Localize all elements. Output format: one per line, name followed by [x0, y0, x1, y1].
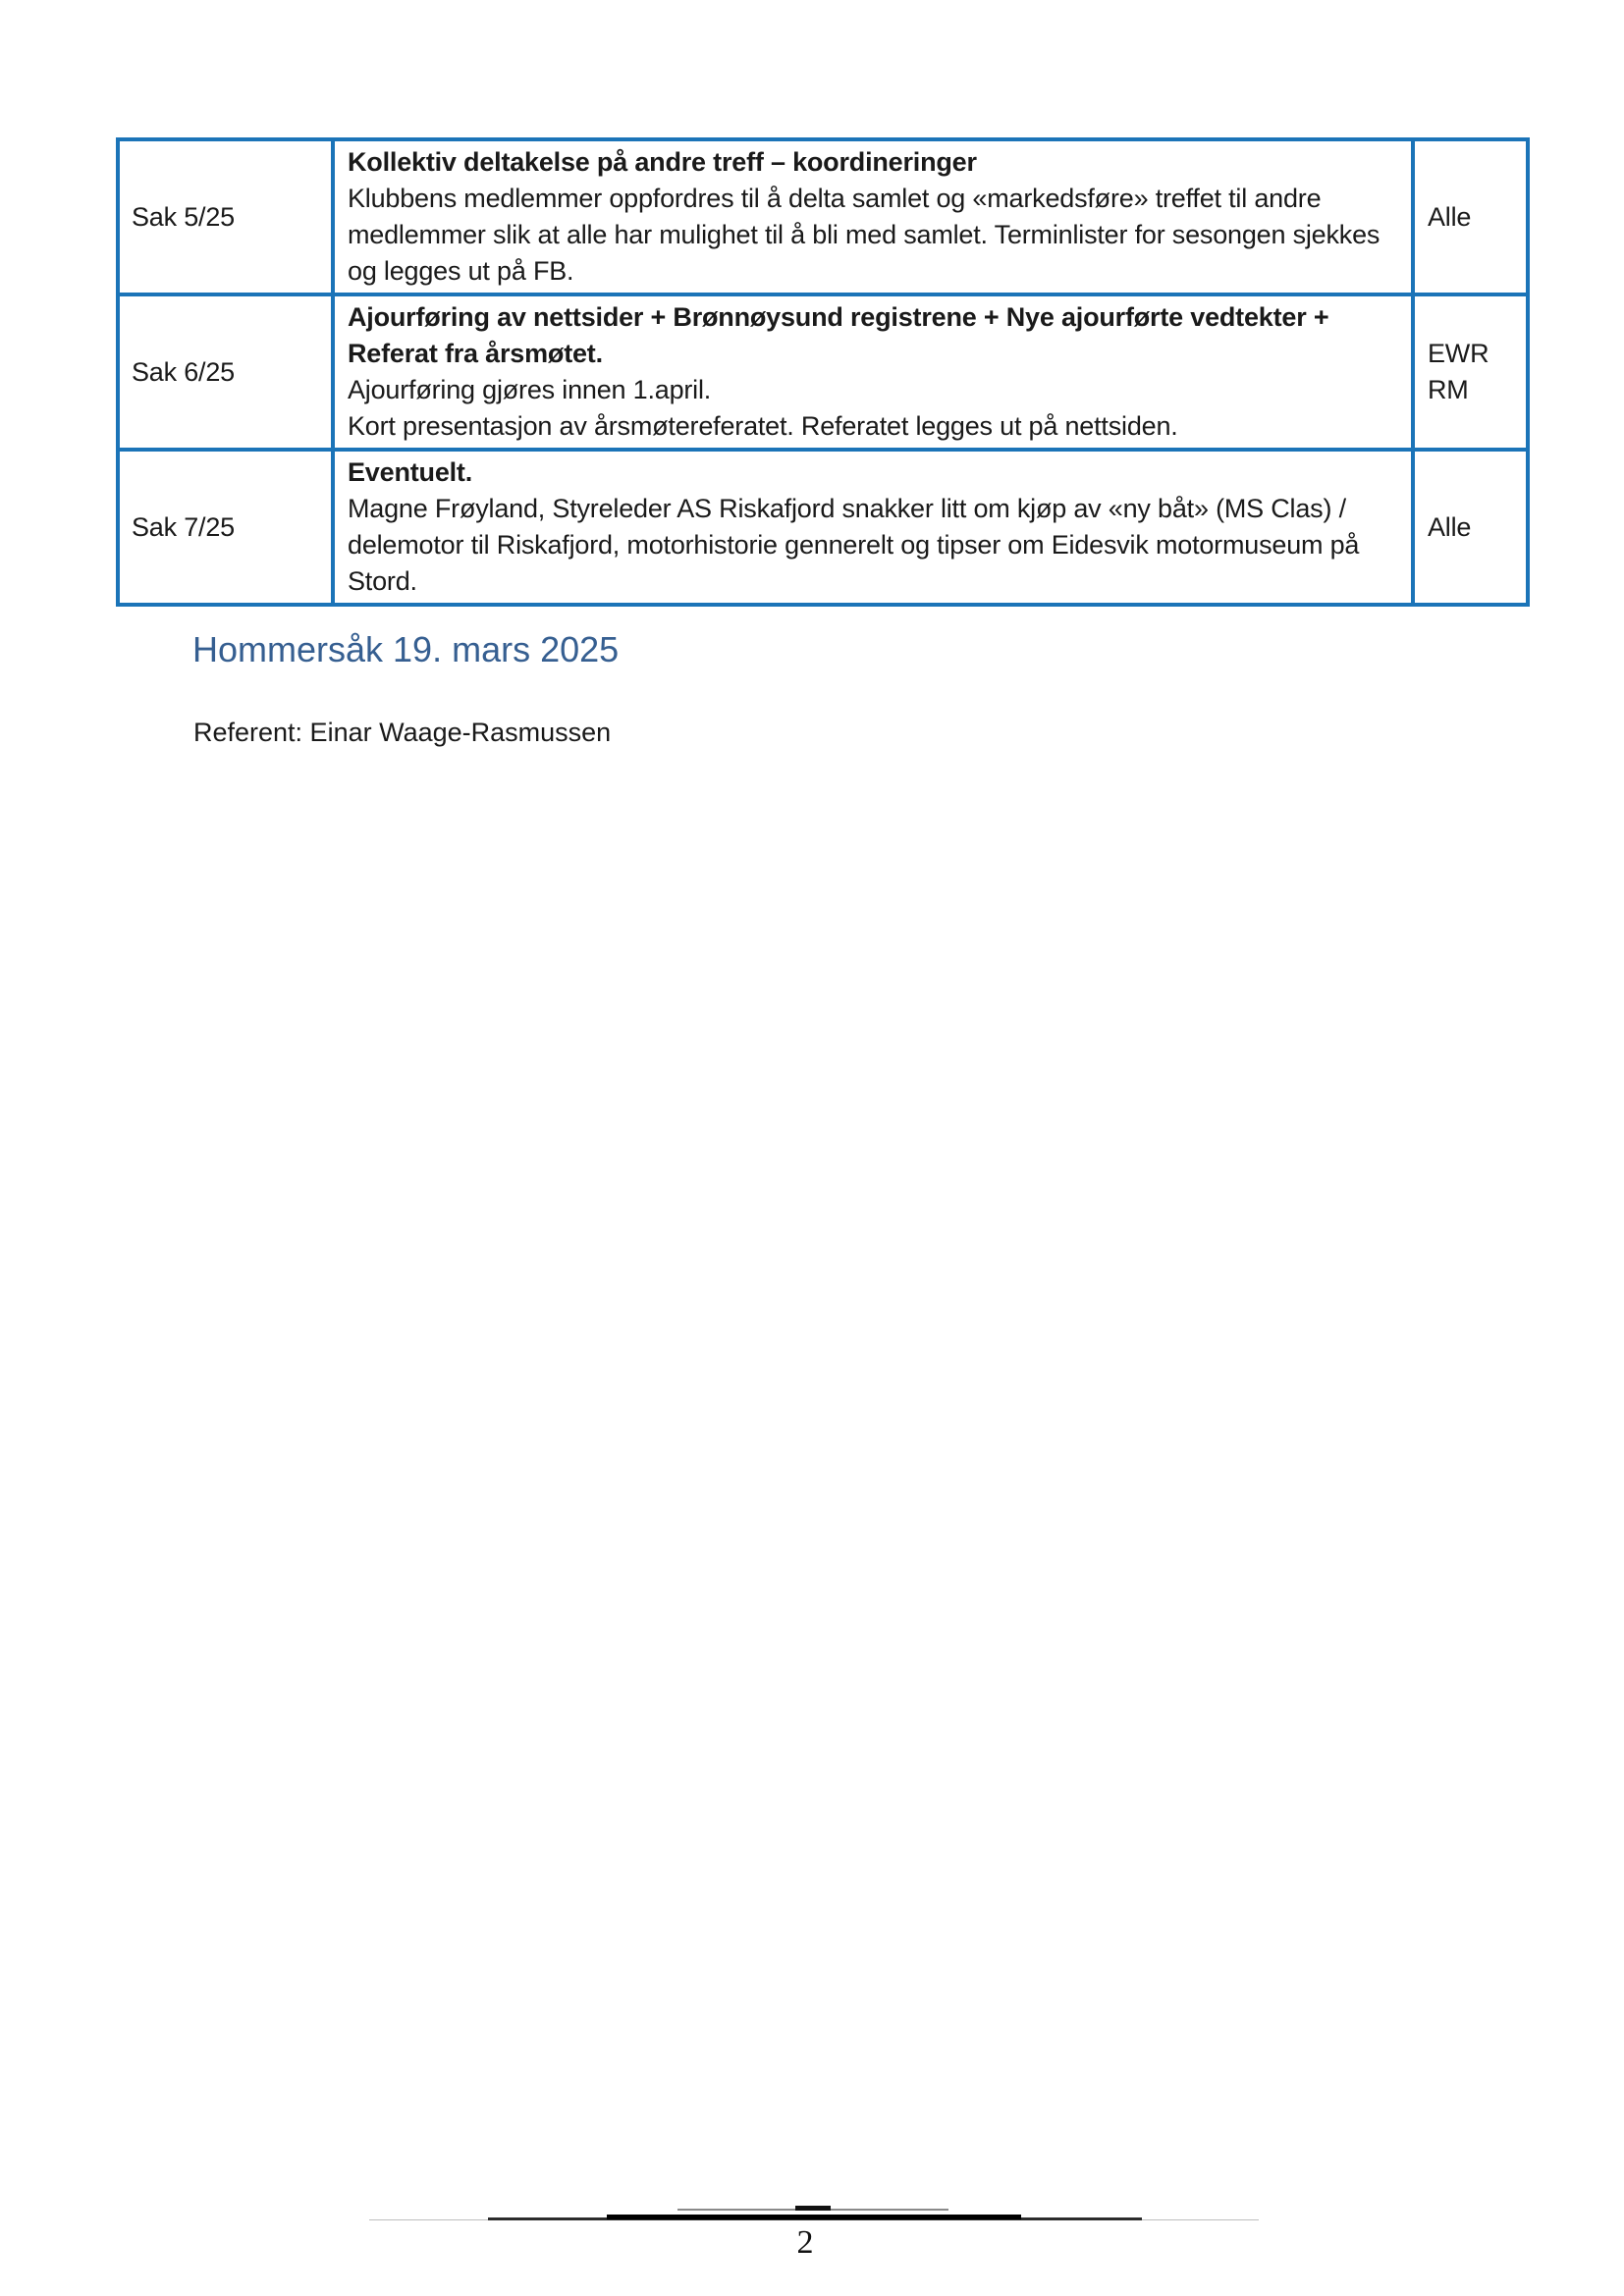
case-paragraph: Klubbens medlemmer oppfordres til å delta samlet og «markedsføre» treffet til andre medlemmer slik at alle har mulighet til å bli med samlet. Terminlister for sesongen sjekkes og legges ut på FB.: [348, 184, 1380, 286]
case-id: Sak 7/25: [118, 450, 333, 605]
case-title: Ajourføring av nettsider + Brønnøysund registrene + Nye ajourførte vedtekter + Referat fra årsmøtet.: [348, 302, 1329, 368]
table-row: [118, 450, 1528, 605]
footer-rule-dash: [795, 2206, 831, 2211]
case-paragraph: Kort presentasjon av årsmøtereferatet. Referatet legges ut på nettsiden.: [348, 411, 1178, 441]
case-table: [116, 137, 1530, 607]
case-responsible: [1413, 294, 1528, 450]
case-content: [333, 450, 1413, 605]
footer-rule-thick: [607, 2215, 1021, 2219]
case-title: Kollektiv deltakelse på andre treff – koordineringer: [348, 147, 977, 177]
responsible-line: Alle: [1428, 201, 1472, 232]
responsible-line: RM: [1428, 375, 1469, 404]
case-content: [333, 139, 1413, 294]
responsible-line: EWR: [1428, 339, 1489, 368]
closing-date-heading: Hommersåk 19. mars 2025: [192, 629, 620, 669]
case-responsible: [1413, 450, 1528, 605]
case-id: Sak 5/25: [118, 139, 333, 294]
table-row: [118, 139, 1528, 294]
referent-line: Referent: Einar Waage-Rasmussen: [193, 718, 612, 747]
case-title: Eventuelt.: [348, 457, 473, 487]
page-number: 2: [796, 2224, 814, 2261]
case-paragraph: Magne Frøyland, Styreleder AS Riskafjord snakker litt om kjøp av «ny båt» (MS Clas) / delemotor til Riskafjord, motorhistorie gennerelt og tipser om Eidesvik motormuseum på Stord.: [348, 494, 1360, 596]
case-responsible: [1413, 139, 1528, 294]
table-row: [118, 294, 1528, 450]
case-content: [333, 294, 1413, 450]
case-paragraph: Ajourføring gjøres innen 1.april.: [348, 375, 712, 404]
responsible-line: Alle: [1428, 511, 1472, 542]
case-id: Sak 6/25: [118, 294, 333, 450]
